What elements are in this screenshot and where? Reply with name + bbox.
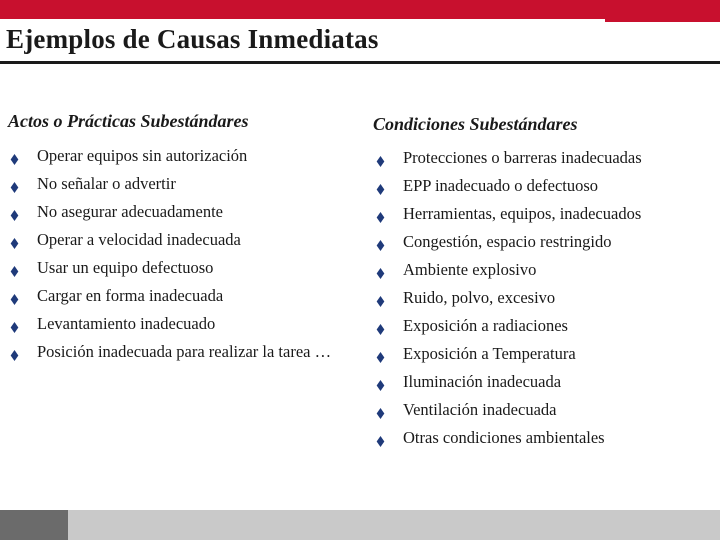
list-item-text: No asegurar adecuadamente [37, 202, 223, 221]
right-column-heading: Condiciones Subestándares [373, 114, 578, 134]
list-item [372, 288, 717, 307]
list-item [372, 232, 717, 251]
list-item-text: Congestión, espacio restringido [403, 232, 612, 251]
diamond-bullet-icon [375, 208, 386, 219]
left-column-heading: Actos o Prácticas Subestándares [8, 111, 249, 131]
diamond-bullet-icon [9, 150, 20, 161]
list-item-text: Exposición a Temperatura [403, 344, 576, 363]
list-item-text: Ambiente explosivo [403, 260, 537, 279]
diamond-bullet-icon [375, 404, 386, 415]
list-item-text: Protecciones o barreras inadecuadas [403, 148, 642, 167]
list-item-text: EPP inadecuado o defectuoso [403, 176, 599, 195]
list-item-text: Operar equipos sin autorización [37, 146, 248, 165]
list-item [372, 316, 717, 335]
list-item [372, 400, 717, 419]
list-item [372, 204, 717, 223]
diamond-bullet-icon [375, 376, 386, 387]
list-item [6, 286, 336, 305]
right-bullet-list [372, 148, 717, 456]
top-accent-notch [605, 19, 720, 22]
diamond-bullet-icon [9, 178, 20, 189]
list-item [6, 146, 336, 165]
diamond-bullet-icon [375, 348, 386, 359]
left-bullet-list [6, 146, 336, 370]
list-item [372, 344, 717, 363]
list-item-text: Ventilación inadecuada [403, 400, 557, 419]
list-item-text: No señalar o advertir [37, 174, 176, 193]
list-item-text: Usar un equipo defectuoso [37, 258, 214, 277]
list-item-text: Posición inadecuada para realizar la tarea … [37, 342, 332, 361]
diamond-bullet-icon [9, 262, 20, 273]
diamond-bullet-icon [9, 346, 20, 357]
diamond-bullet-icon [375, 264, 386, 275]
list-item [6, 230, 336, 249]
list-item-text: Herramientas, equipos, inadecuados [403, 204, 642, 223]
diamond-bullet-icon [9, 290, 20, 301]
list-item [6, 202, 336, 221]
diamond-bullet-icon [375, 236, 386, 247]
title-rule [0, 61, 720, 64]
list-item [6, 174, 336, 193]
list-item-text: Otras condiciones ambientales [403, 428, 605, 447]
diamond-bullet-icon [375, 432, 386, 443]
list-item-text: Ruido, polvo, excesivo [403, 288, 556, 307]
diamond-bullet-icon [375, 180, 386, 191]
diamond-bullet-icon [9, 206, 20, 217]
list-item-text: Levantamiento inadecuado [37, 314, 216, 333]
footer-bar [0, 510, 720, 540]
list-item [6, 258, 336, 277]
diamond-bullet-icon [375, 152, 386, 163]
list-item [6, 342, 336, 361]
list-item [372, 148, 717, 167]
list-item [372, 260, 717, 279]
list-item [6, 314, 336, 333]
top-accent-bar [0, 0, 720, 19]
list-item [372, 428, 717, 447]
diamond-bullet-icon [9, 234, 20, 245]
list-item-text: Exposición a radiaciones [403, 316, 568, 335]
diamond-bullet-icon [375, 320, 386, 331]
list-item-text: Operar a velocidad inadecuada [37, 230, 241, 249]
list-item-text: Cargar en forma inadecuada [37, 286, 224, 305]
diamond-bullet-icon [375, 292, 386, 303]
footer-block [0, 510, 68, 540]
list-item-text: Iluminación inadecuada [403, 372, 562, 391]
list-item [372, 176, 717, 195]
list-item [372, 372, 717, 391]
diamond-bullet-icon [9, 318, 20, 329]
slide-title: Ejemplos de Causas Inmediatas [6, 24, 379, 54]
